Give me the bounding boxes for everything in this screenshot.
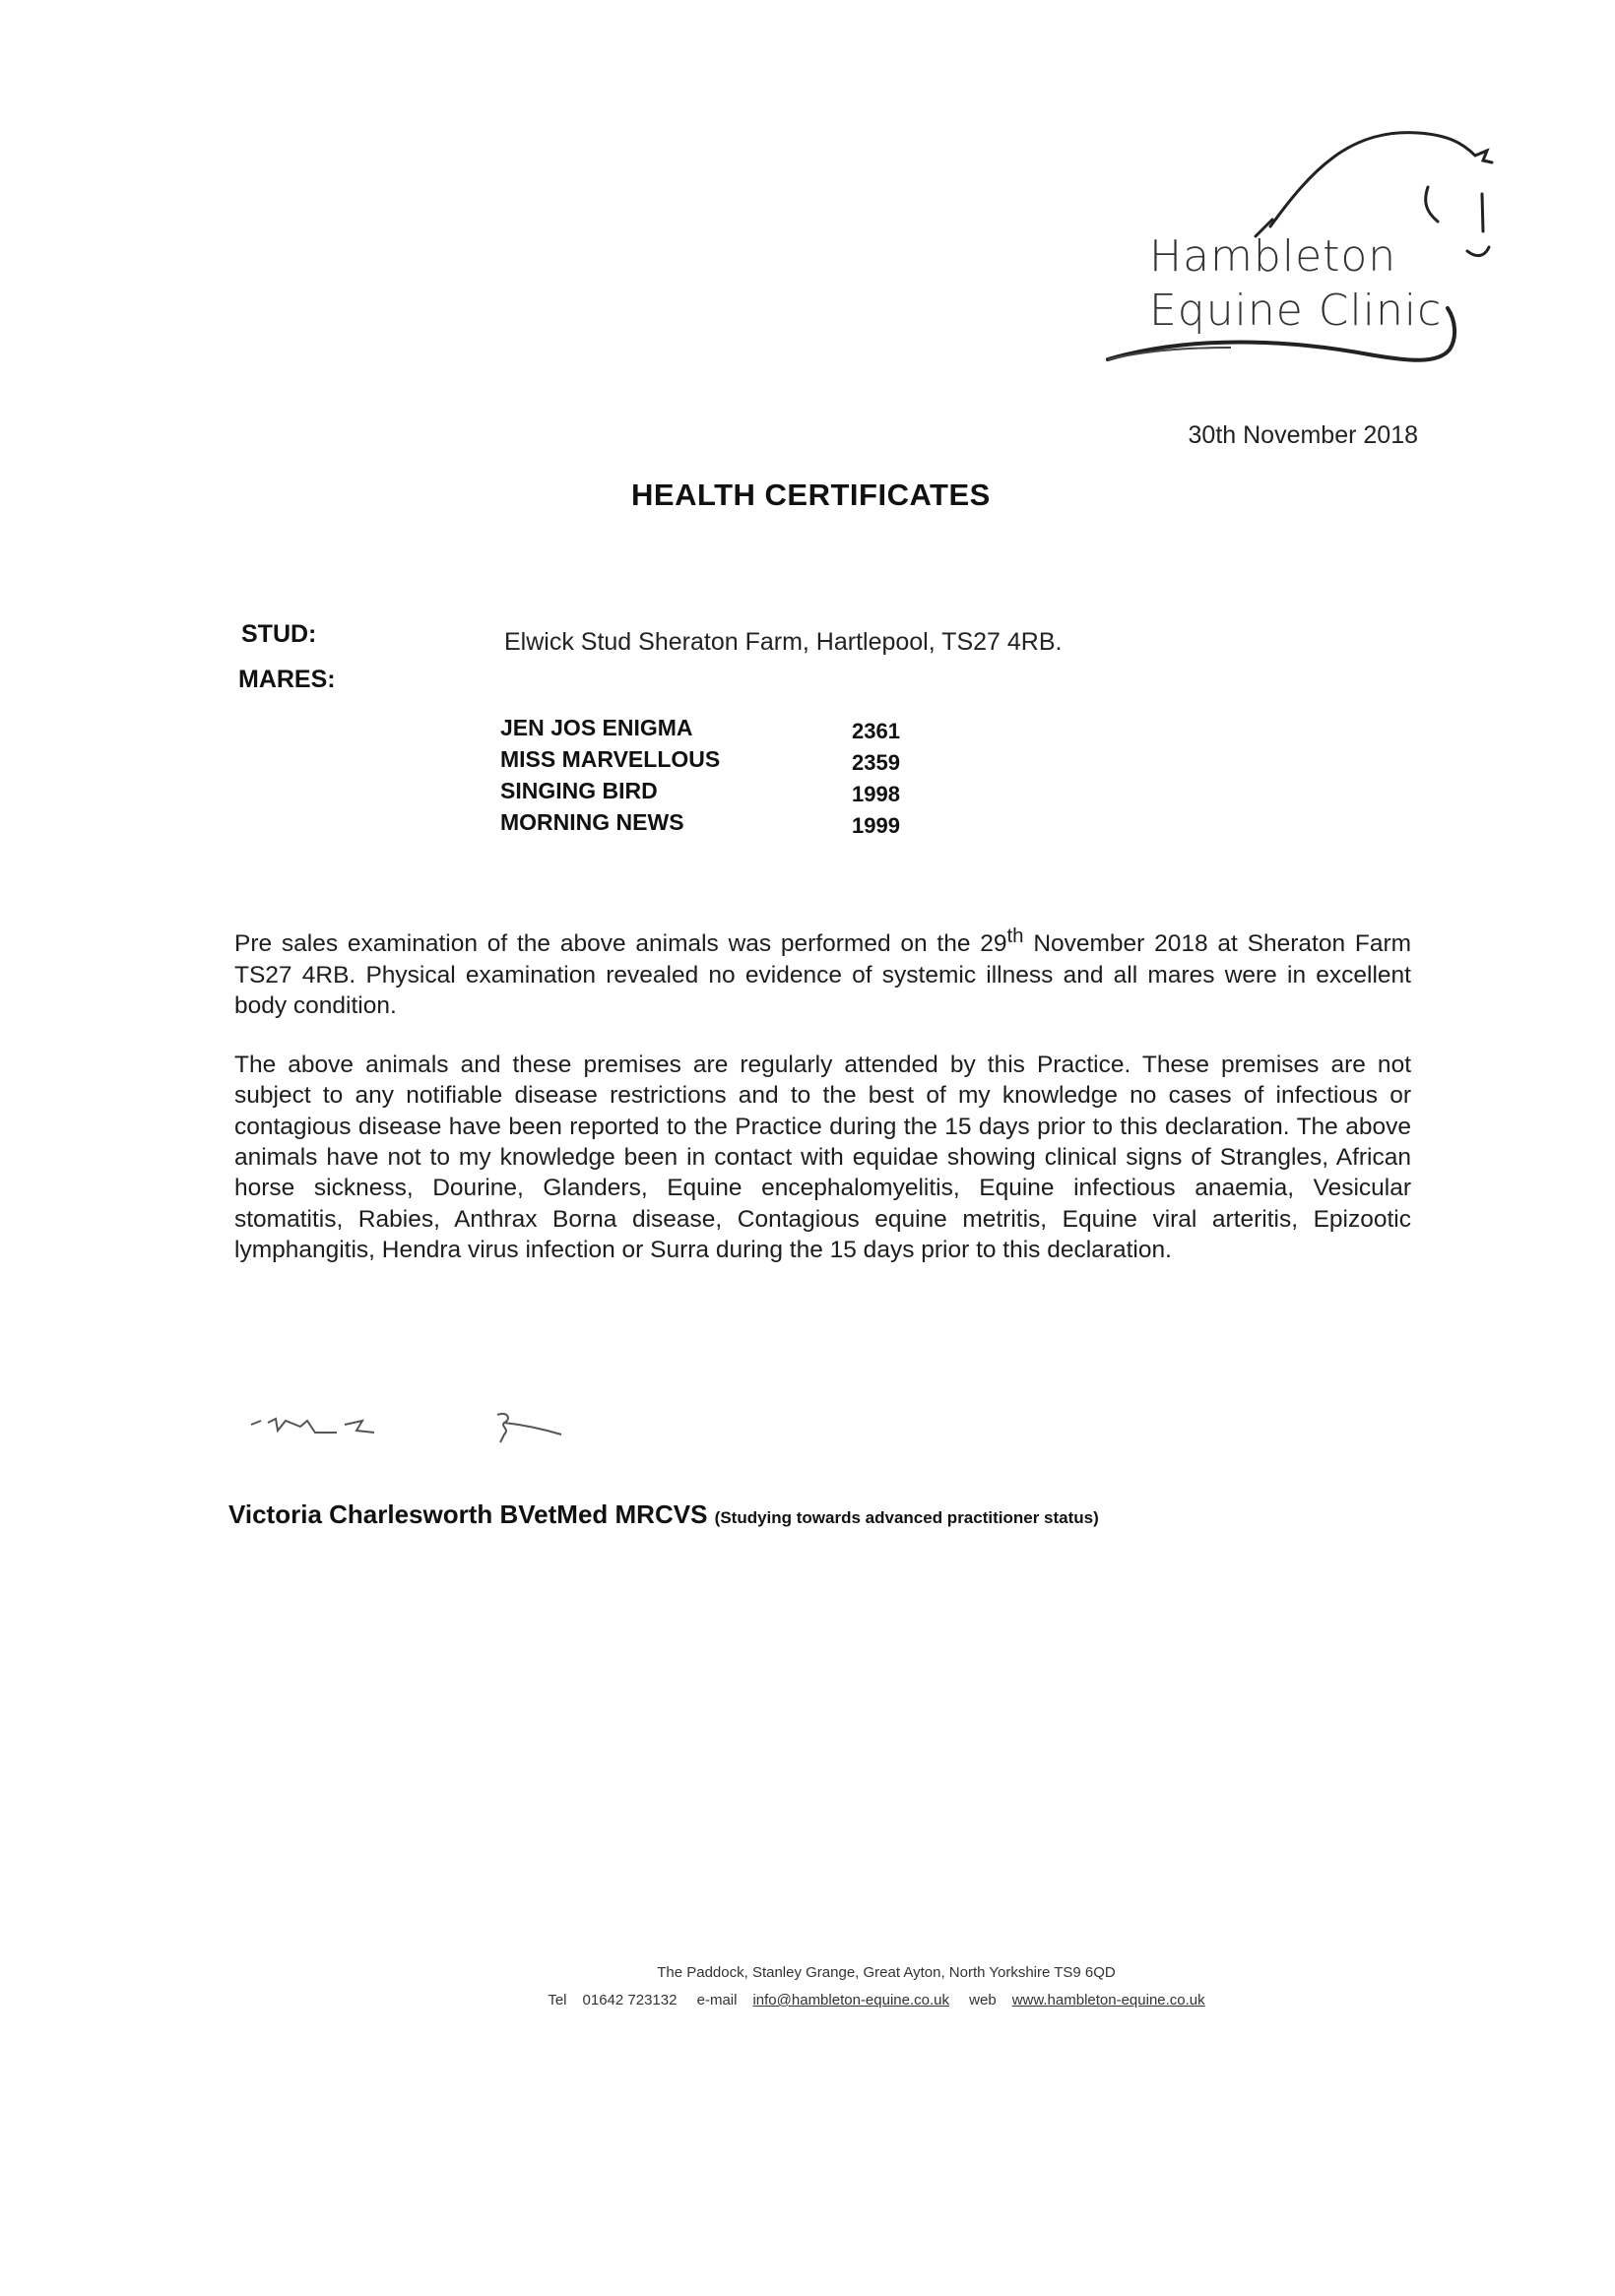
mare-name: MISS MARVELLOUS (500, 746, 721, 772)
stud-value: Elwick Stud Sheraton Farm, Hartlepool, TS27 4RB. (504, 628, 1063, 656)
mares-label: MARES: (238, 666, 336, 693)
mare-name: SINGING BIRD (500, 778, 658, 803)
signatory (228, 1499, 1099, 1530)
examination-paragraph (234, 924, 1411, 1021)
tel-label: Tel (548, 1992, 567, 2009)
signatory-note: (Studying towards advanced practitioner status) (714, 1508, 1099, 1527)
logo-line-1: Hambleton (1149, 231, 1397, 282)
para1-ordinal-suffix: th (1006, 925, 1024, 947)
para1-text-start: Pre sales examination of the above animals was performed on the 29 (234, 930, 1007, 958)
logo-line-2: Equine Clinic (1149, 286, 1443, 336)
clinic-logo (1093, 113, 1507, 399)
document-date: 30th November 2018 (1188, 421, 1418, 449)
footer-contact (69, 1992, 1615, 2009)
tel-number: 01642 723132 (582, 1992, 678, 2009)
page-title: HEALTH CERTIFICATES (631, 478, 991, 512)
mare-number: 2361 (852, 719, 900, 743)
email-label: e-mail (696, 1992, 738, 2009)
mare-number: 1999 (852, 813, 900, 838)
web-label: web (969, 1992, 997, 2009)
mare-number: 1998 (852, 782, 900, 806)
footer-address: The Paddock, Stanley Grange, Great Ayton, North Yorkshire TS9 6QD (657, 1964, 1116, 1981)
signature-icon (246, 1403, 591, 1462)
web-link[interactable]: www.hambleton-equine.co.uk (1011, 1992, 1205, 2009)
email-link[interactable]: info@hambleton-equine.co.uk (752, 1992, 949, 2009)
signatory-name: Victoria Charlesworth BVetMed MRCVS (228, 1499, 708, 1529)
declaration-paragraph: The above animals and these premises are regularly attended by this Practice. These premises are not subject to any notifiable disease restrictions and to the best of my knowledge no cases of infectious or contagious disease have been reported to the Practice during the 15 days prior to this declaration. The above animals have not to my knowledge been in contact with equidae showing clinical signs of Strangles, African horse sickness, Dourine, Glanders, Equine encephalomyelitis, Equine infectious anaemia, Vesicular stomatitis, Rabies, Anthrax Borna disease, Contagious equine metritis, Equine viral arteritis, Epizootic lymphangitis, Hendra virus infection or Surra during the 15 days prior to this declaration. (234, 1052, 1411, 1264)
para1-text-end: November 2018 at Sheraton Farm TS27 4RB. Physical examination revealed no evidence of systemic illness and all mares were in excellent body condition. (234, 930, 1412, 1019)
stud-label: STUD: (241, 620, 317, 648)
mare-number: 2359 (852, 750, 900, 775)
mare-name: JEN JOS ENIGMA (500, 715, 693, 740)
mare-name: MORNING NEWS (500, 809, 684, 835)
